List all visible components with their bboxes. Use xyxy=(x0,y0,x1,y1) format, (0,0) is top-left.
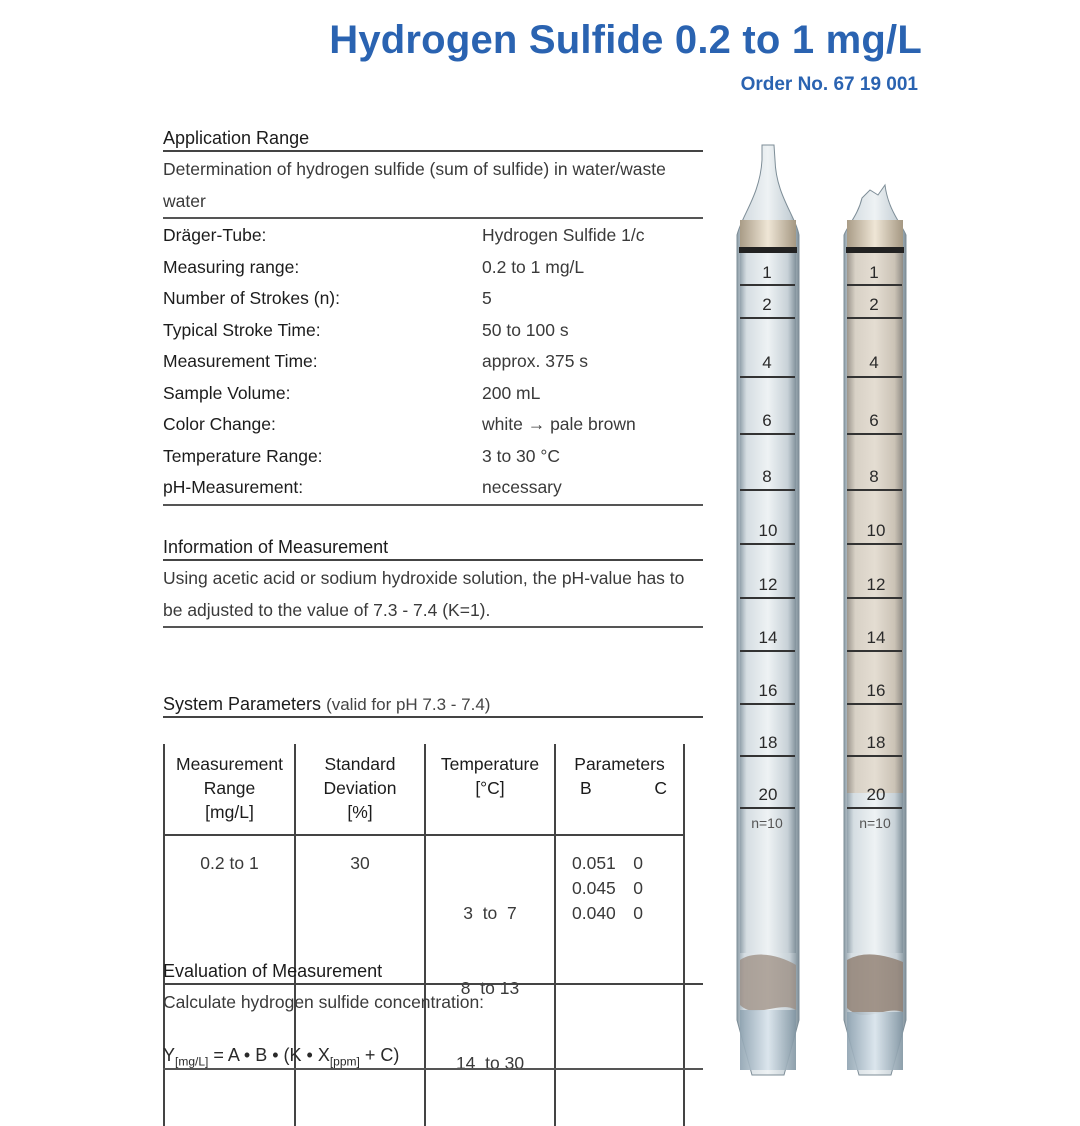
header-line: [°C] xyxy=(475,778,505,798)
spec-label: Typical Stroke Time: xyxy=(163,319,321,340)
drager-tubes-illustration xyxy=(720,140,940,1080)
parameters-subheaders xyxy=(556,776,683,800)
application-range-heading: Application Range xyxy=(163,126,703,152)
scale-label: 1 xyxy=(869,263,879,282)
evaluation-formula xyxy=(163,1042,703,1070)
temperature-value: 3 to 7 xyxy=(463,903,517,923)
spec-label: Dräger-Tube: xyxy=(163,225,267,245)
spec-label: Temperature Range: xyxy=(163,445,323,466)
table-header-row xyxy=(164,744,684,835)
header-line: [mg/L] xyxy=(205,802,254,822)
page-title: Hydrogen Sulfide 0.2 to 1 mg/L xyxy=(329,18,922,62)
scale-label: 20 xyxy=(866,785,886,804)
scale-label: 8 xyxy=(762,467,772,486)
parameter-row xyxy=(556,901,683,926)
header-line: Range xyxy=(203,778,256,798)
scale-label: 6 xyxy=(869,411,879,430)
column-header-range xyxy=(164,744,295,835)
parameter-c-header: C xyxy=(654,778,667,798)
spec-row xyxy=(163,283,703,315)
spec-row xyxy=(163,378,703,410)
scale-label: 4 xyxy=(762,353,772,372)
scale-label: 18 xyxy=(758,733,778,752)
column-header-temperature xyxy=(425,744,555,835)
spec-row xyxy=(163,409,703,441)
spec-value: necessary xyxy=(482,477,562,497)
c-value: 0 xyxy=(633,853,643,873)
scale-label: 14 xyxy=(866,628,886,647)
information-text: Using acetic acid or sodium hydroxide solution, the pH-value has to be adjusted to the value of 7.3 - 7.4 (K=1). xyxy=(163,561,703,628)
header-line: Standard xyxy=(324,754,396,774)
cell-range: 0.2 to 1 xyxy=(164,835,295,1126)
spec-label: Color Change: xyxy=(163,414,276,434)
formula-x-unit: [ppm] xyxy=(329,1054,360,1069)
scale-label: 10 xyxy=(758,521,778,540)
spec-row xyxy=(163,441,703,473)
formula-end: + C) xyxy=(359,1044,400,1065)
header-line: Measurement xyxy=(176,754,283,774)
evaluation-text: Calculate hydrogen sulfide concentration: xyxy=(163,992,485,1012)
scale-label: 16 xyxy=(866,681,886,700)
spec-value: 0.2 to 1 mg/L xyxy=(482,256,585,277)
spec-label: Measuring range: xyxy=(163,256,300,277)
spec-row xyxy=(163,315,703,347)
scale-label: 12 xyxy=(758,575,778,594)
strokes-label: n=10 xyxy=(751,815,783,831)
header-line: Parameters xyxy=(574,754,665,774)
b-value: 0.045 xyxy=(572,878,616,898)
system-parameters-heading xyxy=(163,692,703,718)
spec-row xyxy=(163,252,703,284)
scale-label: 8 xyxy=(869,467,879,486)
system-parameters-title: System Parameters xyxy=(163,694,322,714)
spec-label: pH-Measurement: xyxy=(163,477,304,497)
scale-label: 14 xyxy=(758,628,778,647)
cell-deviation: 30 xyxy=(295,835,425,1126)
spec-value: 50 to 100 s xyxy=(482,319,569,340)
b-value: 0.051 xyxy=(572,853,616,873)
spec-value: white → pale brown xyxy=(482,414,636,434)
column-header-deviation xyxy=(295,744,425,835)
evaluation-section xyxy=(163,959,703,1070)
scale-label: 2 xyxy=(762,295,772,314)
parameter-b-header: B xyxy=(580,778,592,798)
spec-row xyxy=(163,220,703,252)
spec-row xyxy=(163,472,703,504)
application-range-text: Determination of hydrogen sulfide (sum of sulfide) in water/waste water xyxy=(163,152,703,219)
temperature-value: 14 to 30 xyxy=(455,1053,525,1073)
information-section xyxy=(163,535,703,628)
spec-value: 5 xyxy=(482,288,492,308)
c-value: 0 xyxy=(633,878,643,898)
spec-value: 3 to 30 °C xyxy=(482,445,561,466)
information-heading: Information of Measurement xyxy=(163,535,703,561)
scale-label: 4 xyxy=(869,353,879,372)
scale-label: 18 xyxy=(866,733,886,752)
spec-label: Number of Strokes (n): xyxy=(163,288,340,308)
scale-label: 10 xyxy=(866,521,886,540)
system-parameters-subtitle: (valid for pH 7.3 - 7.4) xyxy=(326,695,491,714)
spec-value: approx. 375 s xyxy=(482,351,589,371)
header-line: Deviation xyxy=(323,778,397,798)
spec-row xyxy=(163,346,703,378)
formula-y: Y xyxy=(163,1044,176,1065)
header-line: [%] xyxy=(347,802,373,822)
specs-list xyxy=(163,219,703,506)
spec-label: Sample Volume: xyxy=(163,382,291,403)
order-number: Order No. 67 19 001 xyxy=(740,74,918,95)
spec-value: Hydrogen Sulfide 1/c xyxy=(482,225,645,245)
spec-label: Measurement Time: xyxy=(163,351,318,371)
scale-label: 6 xyxy=(762,411,772,430)
header-line: Temperature xyxy=(440,754,540,774)
column-header-parameters xyxy=(555,744,684,835)
parameter-row xyxy=(556,851,683,876)
formula-y-unit: [mg/L] xyxy=(175,1054,209,1069)
application-range-section xyxy=(163,126,703,506)
evaluation-heading: Evaluation of Measurement xyxy=(163,959,703,985)
temperature-value: 8 to 13 xyxy=(460,978,520,998)
formula-body: = A • B • (K • X xyxy=(208,1044,330,1065)
c-value: 0 xyxy=(633,903,643,923)
system-parameters-section xyxy=(163,692,703,718)
scale-label: 1 xyxy=(762,263,772,282)
scale-label: 16 xyxy=(758,681,778,700)
spec-value: 200 mL xyxy=(482,382,541,403)
parameter-row xyxy=(556,876,683,901)
scale-label: 20 xyxy=(758,785,778,804)
strokes-label: n=10 xyxy=(859,815,891,831)
scale-label: 2 xyxy=(869,295,879,314)
scale-label: 12 xyxy=(866,575,886,594)
b-value: 0.040 xyxy=(572,903,616,923)
